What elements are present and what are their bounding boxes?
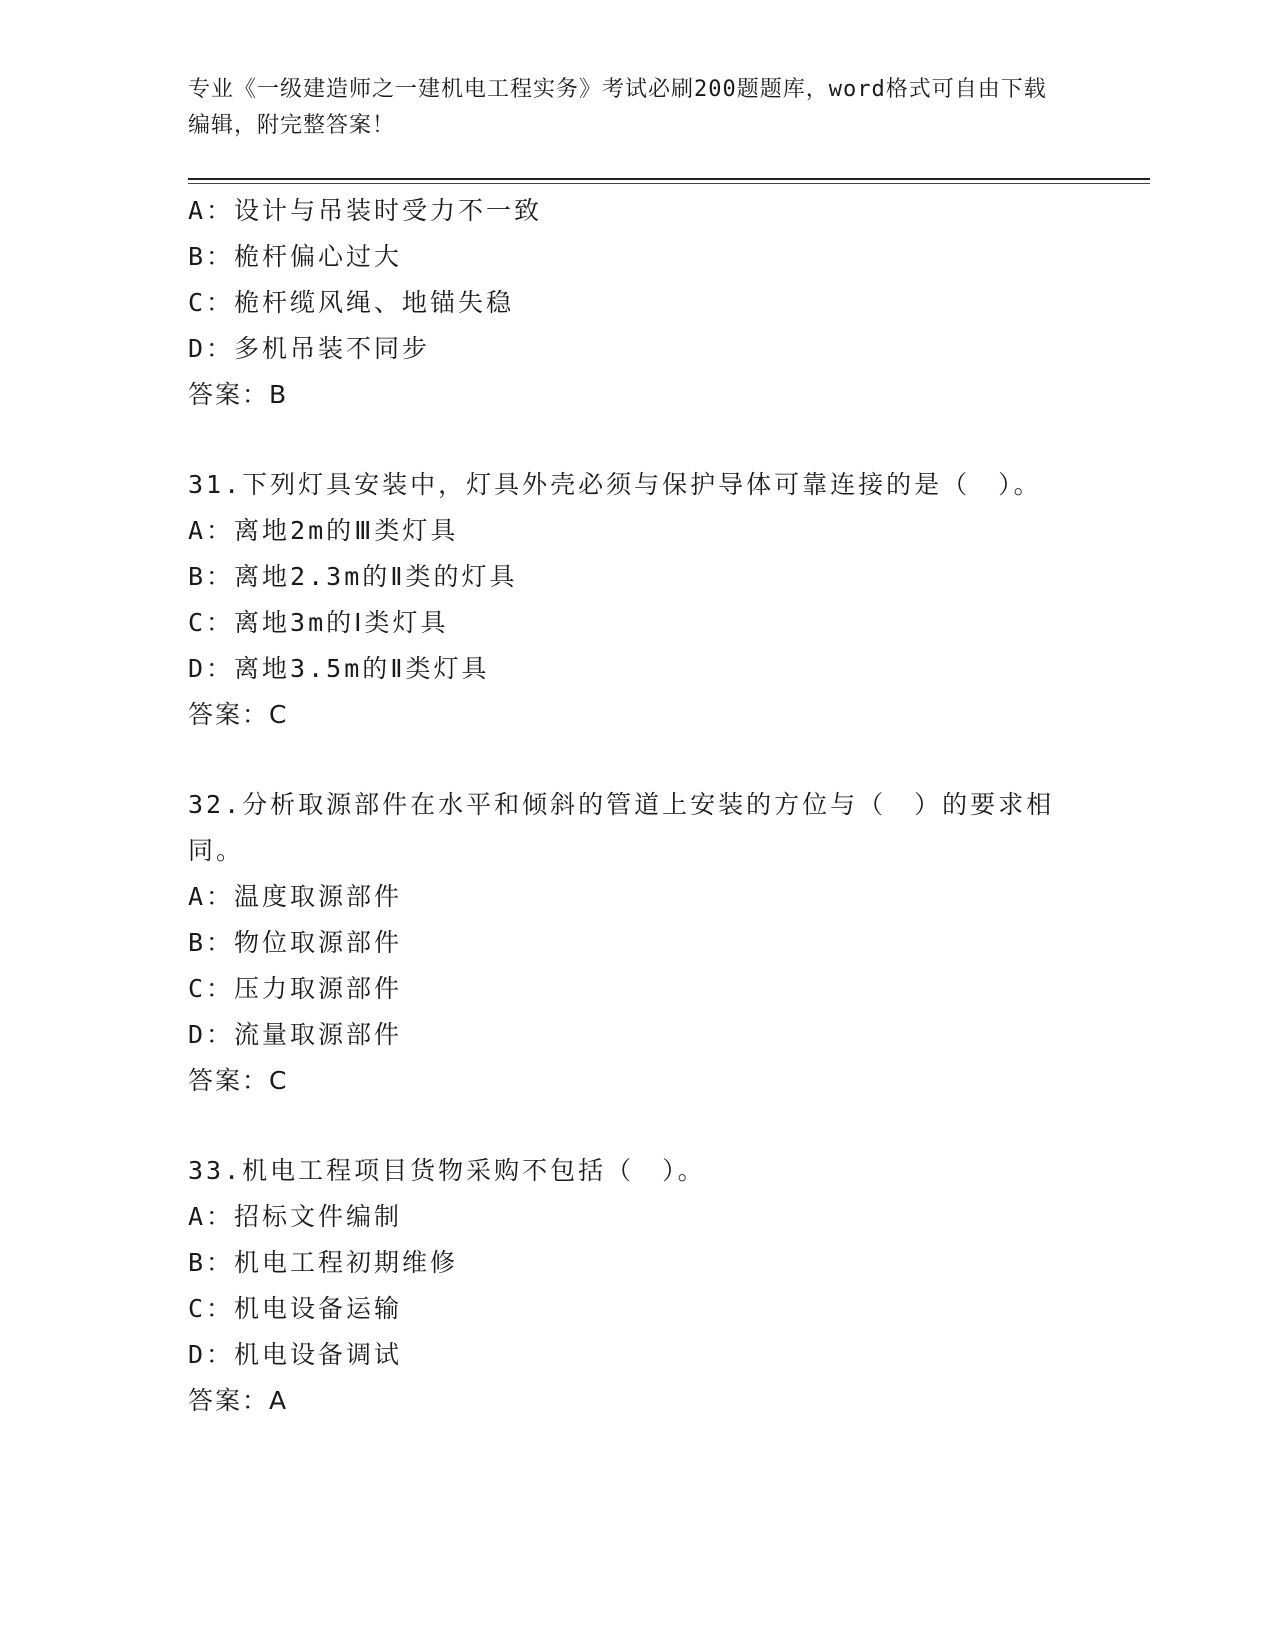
spacer — [188, 1104, 1088, 1148]
question-32 — [188, 782, 1088, 1104]
question-31 — [188, 462, 1088, 738]
option-d: D：流量取源部件 — [188, 1020, 403, 1049]
spacer — [188, 738, 1088, 782]
question-33 — [188, 1148, 1088, 1424]
option-d: D：多机吊装不同步 — [188, 334, 431, 363]
option-c: C：机电设备运输 — [188, 1294, 403, 1323]
option-b: B：机电工程初期维修 — [188, 1248, 459, 1277]
continued-question — [188, 188, 1088, 418]
question-stem: 33.机电工程项目货物采购不包括（ ）。 — [188, 1156, 706, 1185]
option-b: B：离地2.3m的Ⅱ类的灯具 — [188, 562, 518, 591]
question-content — [188, 188, 1088, 1424]
option-b: B：物位取源部件 — [188, 928, 403, 957]
option-a: A：温度取源部件 — [188, 882, 403, 911]
page-header: 专业《一级建造师之一建机电工程实务》考试必刷200题题库，word格式可自由下载编辑，附完整答案！ — [188, 77, 1047, 138]
question-stem: 31.下列灯具安装中，灯具外壳必须与保护导体可靠连接的是（ ）。 — [188, 470, 1042, 499]
option-a: A：离地2m的Ⅲ类灯具 — [188, 516, 459, 545]
spacer — [188, 418, 1088, 462]
option-d: D：离地3.5m的Ⅱ类灯具 — [188, 654, 490, 683]
option-a: A：招标文件编制 — [188, 1202, 403, 1231]
option-b: B：桅杆偏心过大 — [188, 242, 403, 271]
option-c: C：桅杆缆风绳、地锚失稳 — [188, 288, 515, 317]
answer: 答案：C — [188, 1066, 289, 1095]
answer: 答案：B — [188, 380, 289, 409]
answer: 答案：C — [188, 700, 289, 729]
option-a: A：设计与吊装时受力不一致 — [188, 196, 543, 225]
option-c: C：离地3m的Ⅰ类灯具 — [188, 608, 449, 637]
header-rule-thin — [188, 183, 1150, 184]
answer: 答案：A — [188, 1386, 289, 1415]
option-d: D：机电设备调试 — [188, 1340, 403, 1369]
question-stem: 32.分析取源部件在水平和倾斜的管道上安装的方位与（ ）的要求相同。 — [188, 790, 1055, 865]
header-rule-thick — [188, 178, 1150, 180]
option-c: C：压力取源部件 — [188, 974, 403, 1003]
